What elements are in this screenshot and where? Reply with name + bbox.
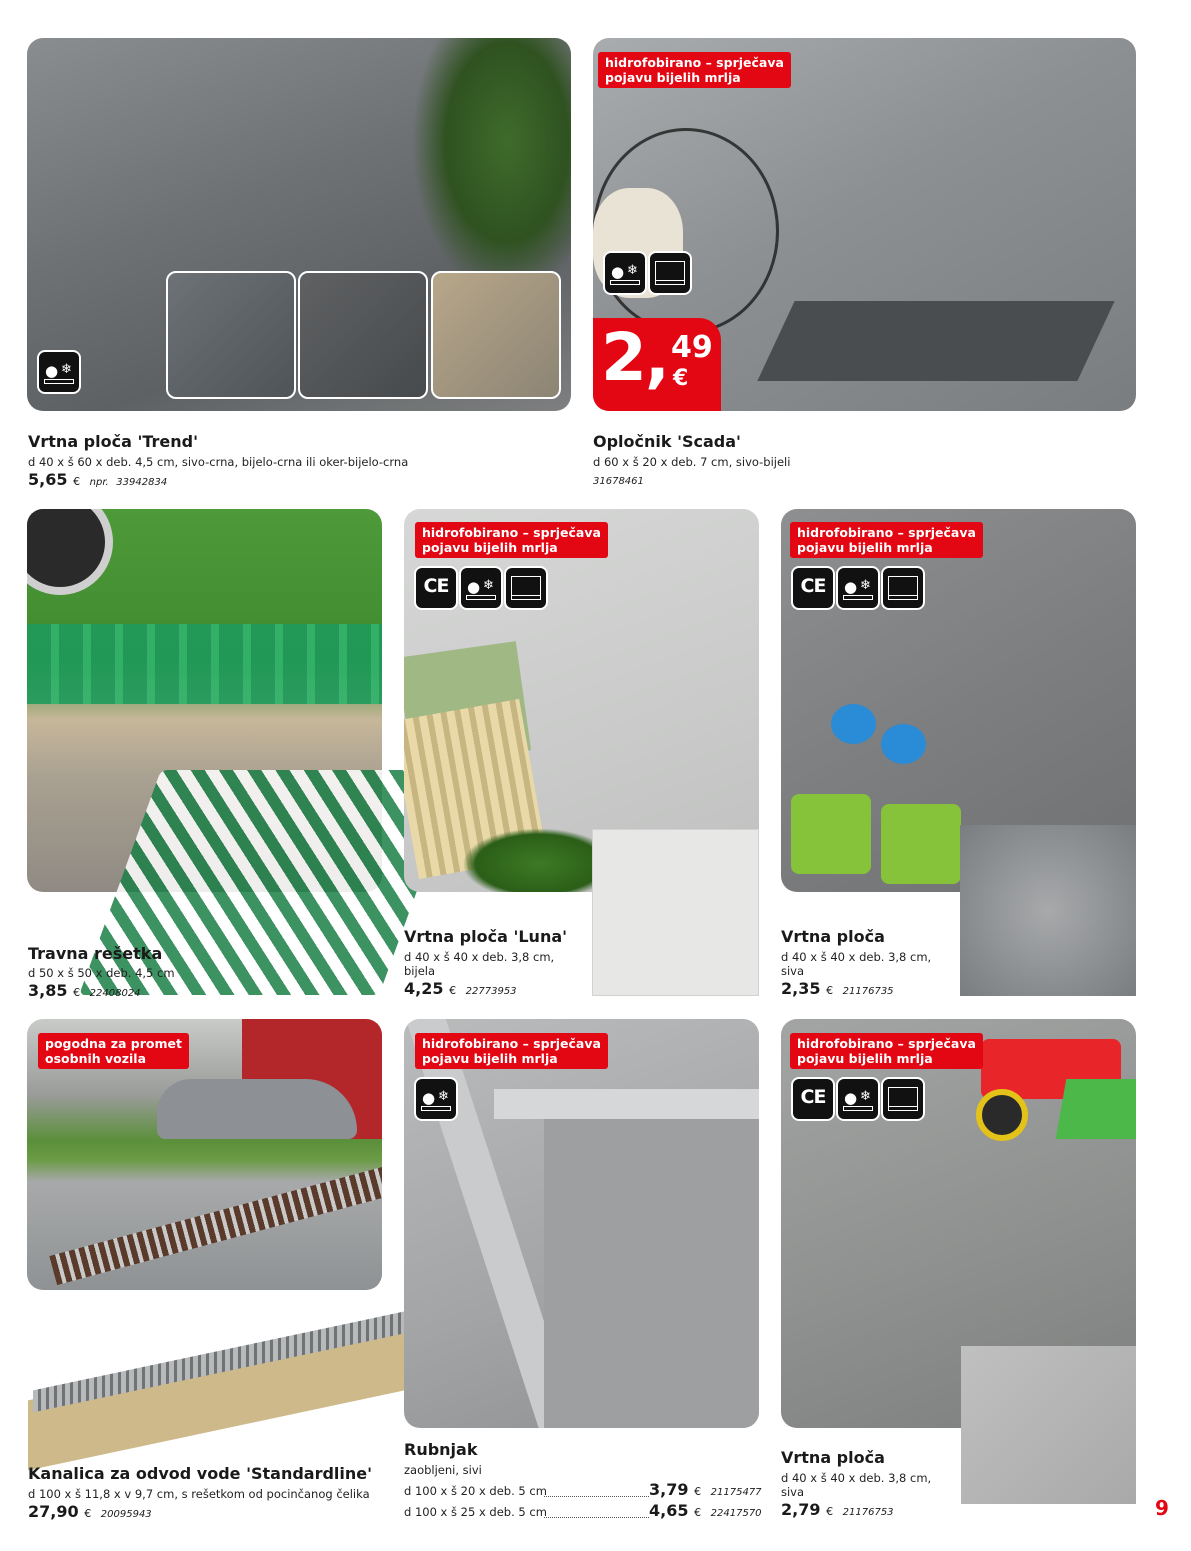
size-label: d 100 x š 25 x deb. 5 cm: [404, 1505, 547, 1519]
product-price: [28, 470, 167, 489]
product-price: [781, 979, 894, 998]
icon-group: [793, 568, 923, 608]
badge-line: pojavu bijelih mrlja: [605, 70, 741, 85]
product-title: Kanalica za odvod vode 'Standardline': [28, 1464, 373, 1483]
icon-group: [39, 352, 79, 392]
ce-mark-icon: [416, 568, 456, 608]
water-frost-resistant-icon: [838, 1079, 878, 1119]
price-currency: €: [73, 986, 81, 999]
icon-group: [416, 568, 546, 608]
product-title: Travna rešetka: [28, 944, 163, 963]
product-image-trend: [27, 38, 571, 411]
product-description: d 40 x š 40 x deb. 3,8 cm,: [781, 950, 932, 964]
price-row: [404, 1501, 764, 1521]
size-label: d 100 x š 20 x deb. 5 cm: [404, 1484, 547, 1498]
product-code: 22417570: [710, 1508, 762, 1519]
badge-line: hidrofobirano – sprječava: [422, 1036, 601, 1051]
product-description: d 100 x š 11,8 x v 9,7 cm, s rešetkom od pocinčanog čelika: [28, 1487, 370, 1501]
product-title: Vrtna ploča: [781, 1448, 885, 1467]
price-value: 4,65: [649, 1501, 689, 1520]
price-value: 27,90: [28, 1502, 79, 1521]
price-currency: €: [826, 1505, 834, 1518]
ce-mark-icon: [793, 1079, 833, 1119]
product-price: [28, 981, 141, 1000]
price-tag-big: [593, 318, 721, 411]
badge-line: pojavu bijelih mrlja: [797, 540, 933, 555]
icon-group: [793, 1079, 923, 1119]
code-prefix: npr.: [89, 477, 109, 488]
big-price-decimal: 49: [671, 330, 713, 365]
tile-sample-siva-2: [961, 1346, 1136, 1504]
badge-line: hidrofobirano – sprječava: [797, 1036, 976, 1051]
product-price: [781, 1500, 894, 1519]
badge-hydrophobic: [598, 52, 791, 88]
surface-finish-icon: [883, 568, 923, 608]
product-price: [28, 1502, 152, 1521]
price-value: 2,79: [781, 1500, 821, 1519]
drain-channel-product: [28, 1320, 418, 1440]
product-code: 20095943: [100, 1509, 152, 1520]
badge-hydrophobic: [790, 522, 983, 558]
surface-finish-icon: [506, 568, 546, 608]
tile-sample-siva: [960, 825, 1136, 996]
badge-line: hidrofobirano – sprječava: [797, 525, 976, 540]
product-code: 33942834: [116, 477, 168, 488]
water-frost-resistant-icon: [605, 253, 645, 293]
badge-line: hidrofobirano – sprječava: [605, 55, 784, 70]
price-currency: €: [449, 984, 457, 997]
price-currency: €: [826, 984, 834, 997]
product-code: 31678461: [593, 476, 644, 487]
product-code: 21176753: [842, 1507, 894, 1518]
badge-line: pogodna za promet: [45, 1036, 182, 1051]
product-description: d 50 x š 50 x deb. 4,5 cm: [28, 966, 175, 980]
badge-line: hidrofobirano – sprječava: [422, 525, 601, 540]
badge-line: pojavu bijelih mrlja: [422, 1051, 558, 1066]
price-value: 3,85: [28, 981, 68, 1000]
product-description: d 40 x š 40 x deb. 3,8 cm,: [404, 950, 555, 964]
water-frost-resistant-icon: [461, 568, 501, 608]
surface-finish-icon: [883, 1079, 923, 1119]
price-value: 3,79: [649, 1480, 689, 1499]
water-frost-resistant-icon: [838, 568, 878, 608]
product-code: 21175477: [710, 1487, 762, 1498]
product-description: d 40 x š 60 x deb. 4,5 cm, sivo-crna, bijelo-crna ili oker-bijelo-crna: [28, 455, 409, 469]
product-title: Vrtna ploča 'Trend': [28, 432, 198, 451]
product-price: [649, 1501, 762, 1520]
swatch-oker-bijelo-crna: [431, 271, 561, 399]
ce-mark-icon: [793, 568, 833, 608]
product-description: d 40 x š 40 x deb. 3,8 cm,: [781, 1471, 932, 1485]
big-price-currency: €: [673, 366, 689, 391]
product-description: siva: [781, 1485, 805, 1499]
badge-line: osobnih vozila: [45, 1051, 147, 1066]
product-code: 21176735: [842, 986, 894, 997]
product-title: Vrtna ploča 'Luna': [404, 927, 568, 946]
badge-traffic: [38, 1033, 189, 1069]
badge-line: pojavu bijelih mrlja: [422, 540, 558, 555]
product-price: [649, 1480, 762, 1499]
product-price: [404, 979, 517, 998]
product-code: 22773953: [465, 986, 517, 997]
price-value: 2,35: [781, 979, 821, 998]
price-currency: €: [694, 1506, 702, 1519]
icon-group: [416, 1079, 456, 1119]
page-number: 9: [1155, 1496, 1169, 1520]
swatch-bijelo-crna: [298, 271, 428, 399]
price-value: 5,65: [28, 470, 68, 489]
big-price-integer: 2,: [601, 319, 668, 396]
tile-sample-luna: [592, 829, 759, 996]
badge-hydrophobic: [415, 522, 608, 558]
product-title: Rubnjak: [404, 1440, 478, 1459]
badge-line: pojavu bijelih mrlja: [797, 1051, 933, 1066]
product-title: Opločnik 'Scada': [593, 432, 741, 451]
badge-hydrophobic: [415, 1033, 608, 1069]
badge-hydrophobic: [790, 1033, 983, 1069]
price-row: [404, 1480, 764, 1500]
product-description: d 60 x š 20 x deb. 7 cm, sivo-bijeli: [593, 455, 791, 469]
product-image-rubnjak: [404, 1019, 759, 1428]
product-description: zaobljeni, sivi: [404, 1463, 482, 1477]
price-currency: €: [84, 1507, 92, 1520]
icon-group: [605, 253, 690, 293]
water-frost-resistant-icon: [416, 1079, 456, 1119]
swatch-sivo-crna: [166, 271, 296, 399]
surface-finish-icon: [650, 253, 690, 293]
product-title: Vrtna ploča: [781, 927, 885, 946]
water-frost-resistant-icon: [39, 352, 79, 392]
price-currency: €: [694, 1485, 702, 1498]
price-value: 4,25: [404, 979, 444, 998]
product-description: siva: [781, 964, 805, 978]
product-description: bijela: [404, 964, 436, 978]
product-code: 22408024: [89, 988, 141, 999]
price-currency: €: [73, 475, 81, 488]
